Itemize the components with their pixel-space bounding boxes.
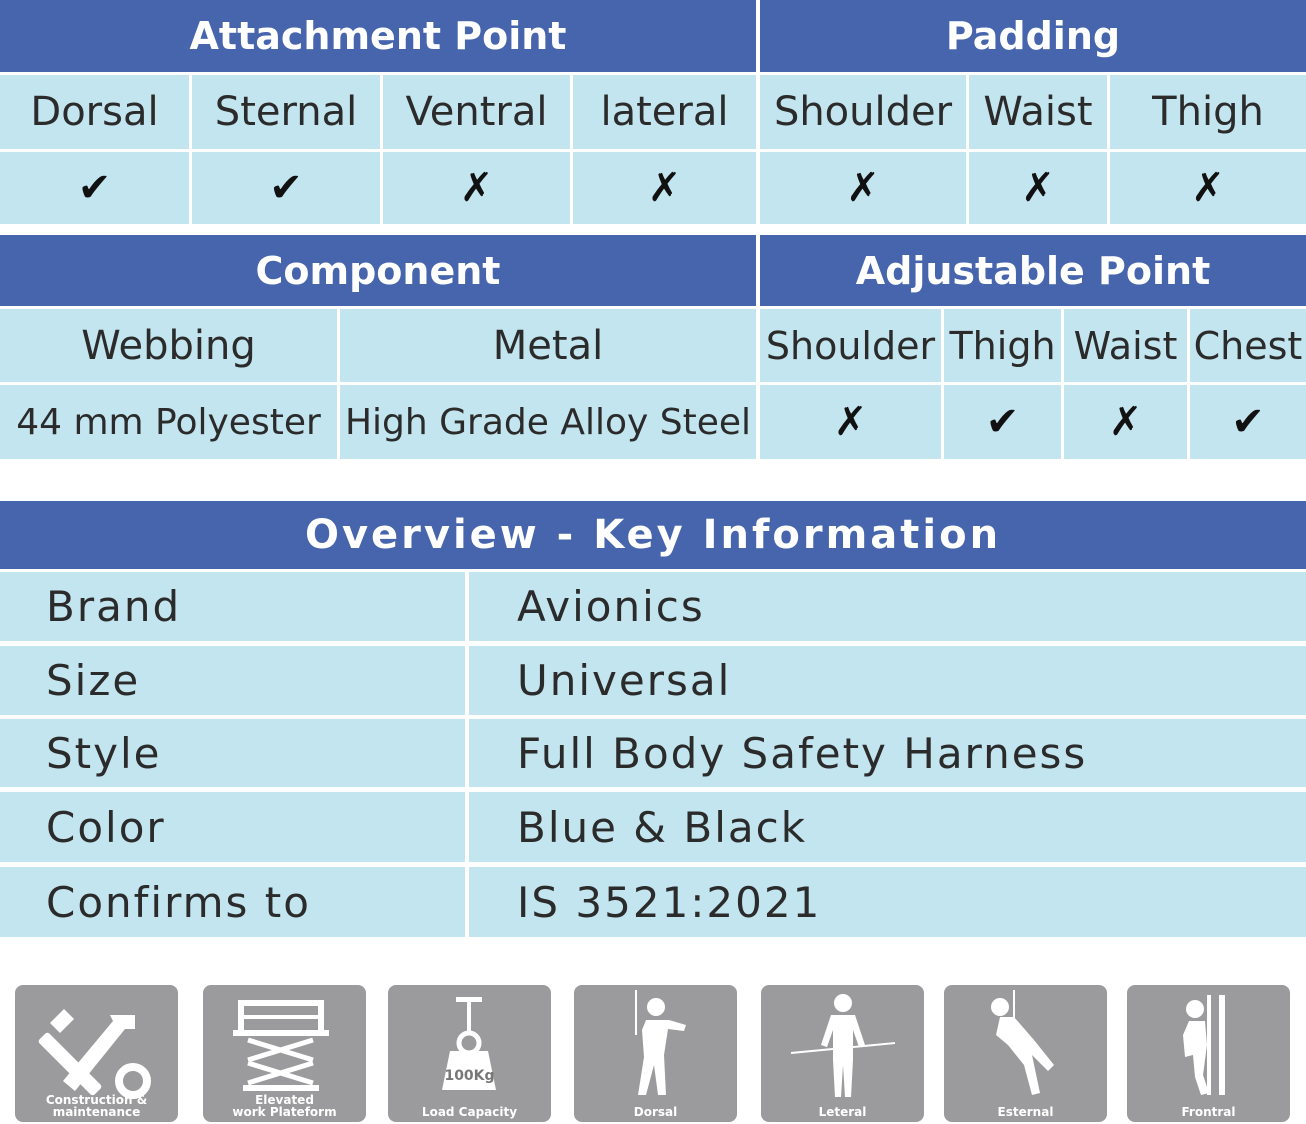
component-title: Component	[255, 248, 501, 293]
icon-caption	[388, 1106, 551, 1118]
icon-caption	[203, 1094, 366, 1118]
column-label: Sternal	[214, 89, 358, 135]
check-mark: ✔	[1231, 399, 1265, 445]
construction-maintenance-tile	[15, 985, 178, 1122]
row-label: Style	[46, 728, 162, 778]
cross-mark: ✗	[1191, 165, 1225, 211]
dorsal-tile	[574, 985, 737, 1122]
column-label: Webbing	[81, 322, 256, 369]
caption-line: Frontral	[1181, 1105, 1236, 1119]
row-label: Color	[46, 802, 166, 852]
attachment-col-dorsal	[0, 75, 189, 149]
check-mark: ✔	[77, 165, 112, 211]
component-col-webbing	[0, 309, 337, 382]
column-label: Dorsal	[30, 89, 159, 135]
column-label: Shoulder	[765, 323, 936, 368]
caption-line: Elevated	[255, 1093, 314, 1107]
column-label: Thigh	[949, 323, 1056, 368]
caption-line: work Plateform	[232, 1105, 337, 1119]
attachment-val-dorsal	[0, 152, 189, 224]
icon-caption	[15, 1094, 178, 1118]
adjustable-val-waist	[1064, 385, 1187, 459]
overview-label-style	[0, 719, 465, 787]
row-value: Blue & Black	[517, 802, 808, 852]
column-label: Thigh	[1152, 89, 1264, 135]
overview-value-style	[469, 719, 1306, 787]
padding-val-waist	[969, 152, 1107, 224]
cross-mark: ✗	[833, 399, 868, 445]
caption-line: Load Capacity	[421, 1105, 518, 1119]
adjustable-col-thigh	[944, 309, 1061, 382]
icon-caption	[761, 1106, 924, 1118]
column-label: Metal	[492, 322, 604, 369]
padding-col-waist	[969, 75, 1107, 149]
attachment-col-ventral	[383, 75, 570, 149]
padding-col-shoulder	[760, 75, 966, 149]
elevated-platform-tile	[203, 985, 366, 1122]
check-mark: ✔	[269, 165, 303, 211]
cross-mark: ✗	[846, 165, 880, 211]
caption-line: Construction &	[45, 1093, 148, 1107]
overview-label-size	[0, 646, 465, 715]
cross-mark: ✗	[1021, 165, 1055, 211]
component-val-webbing	[0, 385, 337, 459]
row-label: Confirms to	[46, 877, 311, 927]
attachment-col-sternal	[192, 75, 380, 149]
padding-col-thigh	[1110, 75, 1306, 149]
column-label: Ventral	[405, 89, 548, 135]
cross-mark: ✗	[1108, 399, 1143, 445]
attachment-val-ventral	[383, 152, 570, 224]
caption-line: maintenance	[52, 1105, 141, 1119]
sternal-harness-icon	[944, 985, 1107, 1122]
load-weight-icon	[388, 985, 551, 1122]
component-header	[0, 235, 756, 306]
frontal-tile	[1127, 985, 1290, 1122]
adjustable-col-chest	[1190, 309, 1306, 382]
dorsal-harness-icon	[574, 985, 737, 1122]
attachment-point-header	[0, 0, 756, 72]
adjustable-val-shoulder	[760, 385, 941, 459]
load-capacity-tile	[388, 985, 551, 1122]
adjustable-point-header	[760, 235, 1306, 306]
padding-val-thigh	[1110, 152, 1306, 224]
adjustable-point-title: Adjustable Point	[855, 248, 1211, 293]
overview-title: Overview - Key Information	[304, 512, 1002, 558]
column-label: lateral	[600, 89, 729, 135]
overview-label-confirms-to	[0, 867, 465, 937]
row-label: Brand	[46, 582, 182, 631]
frontal-harness-icon	[1127, 985, 1290, 1122]
icon-caption	[944, 1106, 1107, 1118]
adjustable-val-chest	[1190, 385, 1306, 459]
padding-header	[760, 0, 1306, 72]
padding-val-shoulder	[760, 152, 966, 224]
weight-label: 100Kg	[444, 1068, 495, 1084]
lateral-tile	[761, 985, 924, 1122]
padding-title: Padding	[945, 14, 1121, 58]
caption-line: Dorsal	[633, 1105, 678, 1119]
row-label: Size	[46, 656, 141, 705]
row-value: Universal	[517, 656, 732, 705]
adjustable-val-thigh	[944, 385, 1061, 459]
overview-label-brand	[0, 572, 465, 641]
row-value: Avionics	[517, 582, 705, 631]
attachment-point-title: Attachment Point	[189, 14, 567, 58]
adjustable-col-shoulder	[760, 309, 941, 382]
icon-caption	[1127, 1106, 1290, 1118]
sternal-tile	[944, 985, 1107, 1122]
attachment-val-sternal	[192, 152, 380, 224]
column-label: Waist	[1073, 323, 1178, 368]
overview-value-brand	[469, 572, 1306, 641]
cross-mark: ✗	[459, 165, 494, 211]
cell-value: 44 mm Polyester	[16, 401, 321, 443]
cell-value: High Grade Alloy Steel	[344, 401, 752, 443]
component-val-metal	[340, 385, 756, 459]
icon-caption	[574, 1106, 737, 1118]
row-value: Full Body Safety Harness	[517, 728, 1088, 778]
component-col-metal	[340, 309, 756, 382]
column-label: Waist	[983, 89, 1093, 135]
cross-mark: ✗	[647, 165, 682, 211]
caption-line: Leteral	[818, 1105, 867, 1119]
column-label: Chest	[1193, 323, 1303, 368]
row-value: IS 3521:2021	[517, 877, 822, 927]
overview-value-color	[469, 792, 1306, 862]
overview-label-color	[0, 792, 465, 862]
check-mark: ✔	[985, 399, 1020, 445]
lateral-harness-icon	[761, 985, 924, 1122]
attachment-col-lateral	[573, 75, 756, 149]
column-label: Shoulder	[773, 89, 953, 135]
overview-header	[0, 501, 1306, 569]
overview-value-size	[469, 646, 1306, 715]
adjustable-col-waist	[1064, 309, 1187, 382]
overview-value-confirms-to	[469, 867, 1306, 937]
caption-line: Esternal	[997, 1105, 1054, 1119]
attachment-val-lateral	[573, 152, 756, 224]
